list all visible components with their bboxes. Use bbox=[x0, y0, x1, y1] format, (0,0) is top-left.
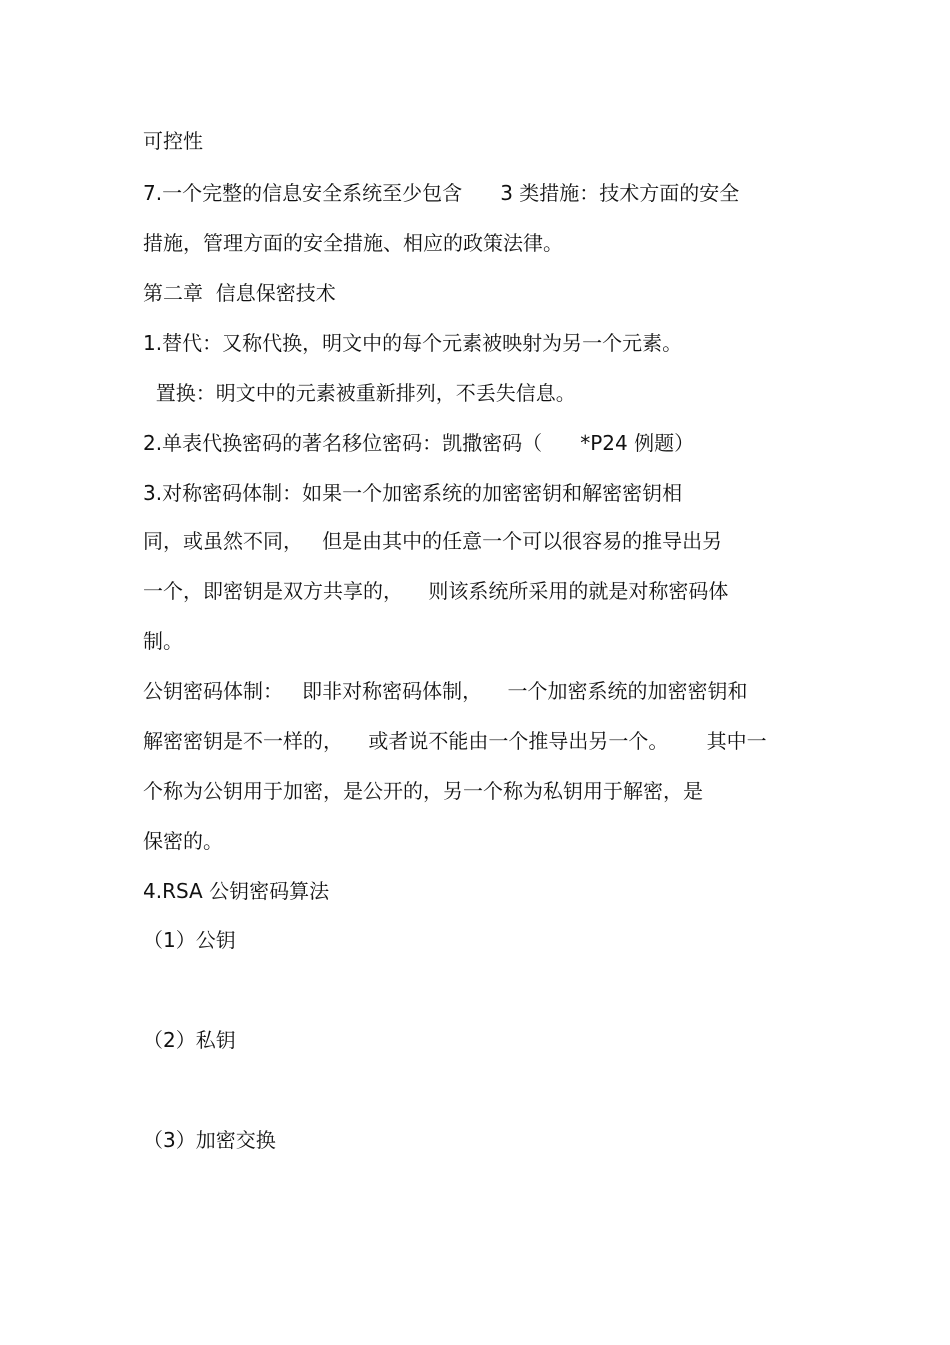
text-line-item-7: 7.一个完整的信息安全系统至少包含 3 类措施：技术方面的安全 bbox=[143, 181, 740, 205]
list-item-encryption: （3）加密交换 bbox=[143, 1128, 276, 1152]
text-line-public-key-cont-2: 个称为公钥用于加密，是公开的，另一个称为私钥用于解密，是 bbox=[143, 779, 703, 803]
text-line-controllability: 可控性 bbox=[143, 129, 203, 153]
text-line-public-key-cont-1: 解密密钥是不一样的， 或者说不能由一个推导出另一个。 其中一 bbox=[143, 729, 767, 753]
text-line-permutation: 置换：明文中的元素被重新排列，不丢失信息。 bbox=[143, 381, 576, 405]
text-line-item-3-cont-1: 同，或虽然不同， 但是由其中的任意一个可以很容易的推导出另 bbox=[143, 529, 723, 553]
text-line-item-3-cont-2: 一个，即密钥是双方共享的， 则该系统所采用的就是对称密码体 bbox=[143, 579, 729, 603]
text-line-item-3-cont-3: 制。 bbox=[143, 629, 183, 653]
list-item-public-key: （1）公钥 bbox=[143, 928, 236, 952]
list-item-private-key: （2）私钥 bbox=[143, 1028, 236, 1052]
text-line-public-key-cont-3: 保密的。 bbox=[143, 829, 223, 853]
text-line-item-2: 2.单表代换密码的著名移位密码：凯撒密码（ *P24 例题） bbox=[143, 431, 695, 455]
chapter-heading: 第二章 信息保密技术 bbox=[143, 281, 336, 305]
text-line-item-3: 3.对称密码体制：如果一个加密系统的加密密钥和解密密钥相 bbox=[143, 481, 683, 505]
text-line-item-7-cont: 措施，管理方面的安全措施、相应的政策法律。 bbox=[143, 231, 563, 255]
text-line-public-key: 公钥密码体制： 即非对称密码体制， 一个加密系统的加密密钥和 bbox=[143, 679, 748, 703]
text-line-item-1: 1.替代：又称代换，明文中的每个元素被映射为另一个元素。 bbox=[143, 331, 683, 355]
text-line-item-4: 4.RSA 公钥密码算法 bbox=[143, 879, 330, 903]
